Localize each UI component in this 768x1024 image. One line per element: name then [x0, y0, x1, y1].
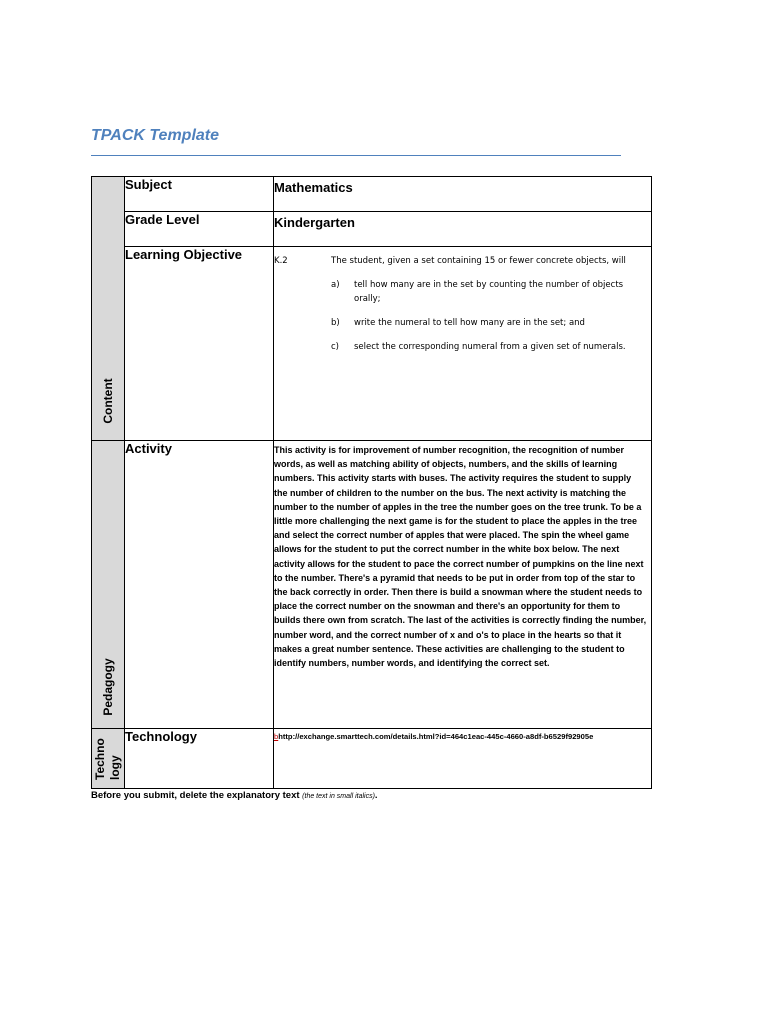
- title-underline: [91, 155, 621, 156]
- technology-link-line: [274, 729, 651, 741]
- subject-value-cell: [274, 177, 652, 212]
- activity-value-cell: [274, 441, 652, 729]
- activity-text: This activity is for improvement of number recognition, the recognition of number words, as well as matching ability of objects, numbers, and the skills of learning numbers. This activity starts with buses. The activity requires the student to supply the number of children to the number on the bus. The next activity is matching the number to the number of apples in the tree the number goes on the tree trunk. To be a little more challenging the next game is for the student to place the apples in the tree and select the correct number of apples that were placed. The spin the wheel game allows for the student to put the correct number in the white box below. The next activity allows for the student to pace the correct number of pumpkins on the line next to the number. There's a pyramid that needs to be put in order from top of the star to the back correctly in order. Then there is build a snowman where the student needs to place the correct number on the snowman and there's an opportunity for them to builds there own from scratch. The last of the activities is correctly finding the number, number word, and the correct number of x and o's to place in the hearts so that it makes a great number sentence. These activities are challenging to the student to identify numbers, number words, and identifying the correct set.: [274, 445, 647, 669]
- pedagogy-band-label: Pedagogy: [101, 658, 115, 716]
- pedagogy-band: [92, 441, 125, 729]
- subject-value: Mathematics: [274, 180, 353, 195]
- objective-item-a: a) tell how many are in the set by counting the number of objects orally;: [331, 280, 624, 304]
- content-band-label: Content: [101, 378, 115, 424]
- grade-value-cell: [274, 212, 652, 247]
- technology-band: [92, 729, 125, 789]
- objective-code: K.2: [274, 256, 288, 266]
- objective-label: Learning Objective: [125, 247, 274, 441]
- technology-link-prefix: b: [274, 732, 279, 741]
- footer-note: (the text in small italics): [302, 793, 375, 800]
- content-band: [92, 177, 125, 441]
- activity-label: Activity: [125, 441, 274, 729]
- technology-band-label: Techno logy: [93, 738, 122, 780]
- objective-value-cell: [274, 247, 652, 441]
- objective-item-b: b) write the numeral to tell how many are in the set; and: [331, 318, 585, 328]
- technology-link[interactable]: http://exchange.smarttech.com/details.html?id=464c1eac-445c-4660-a8df-b6529f92905e: [278, 732, 594, 741]
- technology-label: Technology: [125, 729, 274, 789]
- objective-body: [274, 247, 651, 354]
- subject-label: Subject: [125, 177, 274, 212]
- objective-stem: The student, given a set containing 15 or fewer concrete objects, will: [331, 256, 626, 266]
- document-title: TPACK Template: [91, 127, 220, 144]
- grade-value: Kindergarten: [274, 215, 355, 230]
- technology-value-cell: [274, 729, 652, 789]
- tpack-table: [91, 176, 652, 789]
- objective-item-c: c) select the corresponding numeral from a given set of numerals.: [331, 342, 626, 352]
- grade-label: Grade Level: [125, 212, 274, 247]
- footer-instruction: Before you submit, delete the explanatory text (the text in small italics).: [91, 790, 378, 801]
